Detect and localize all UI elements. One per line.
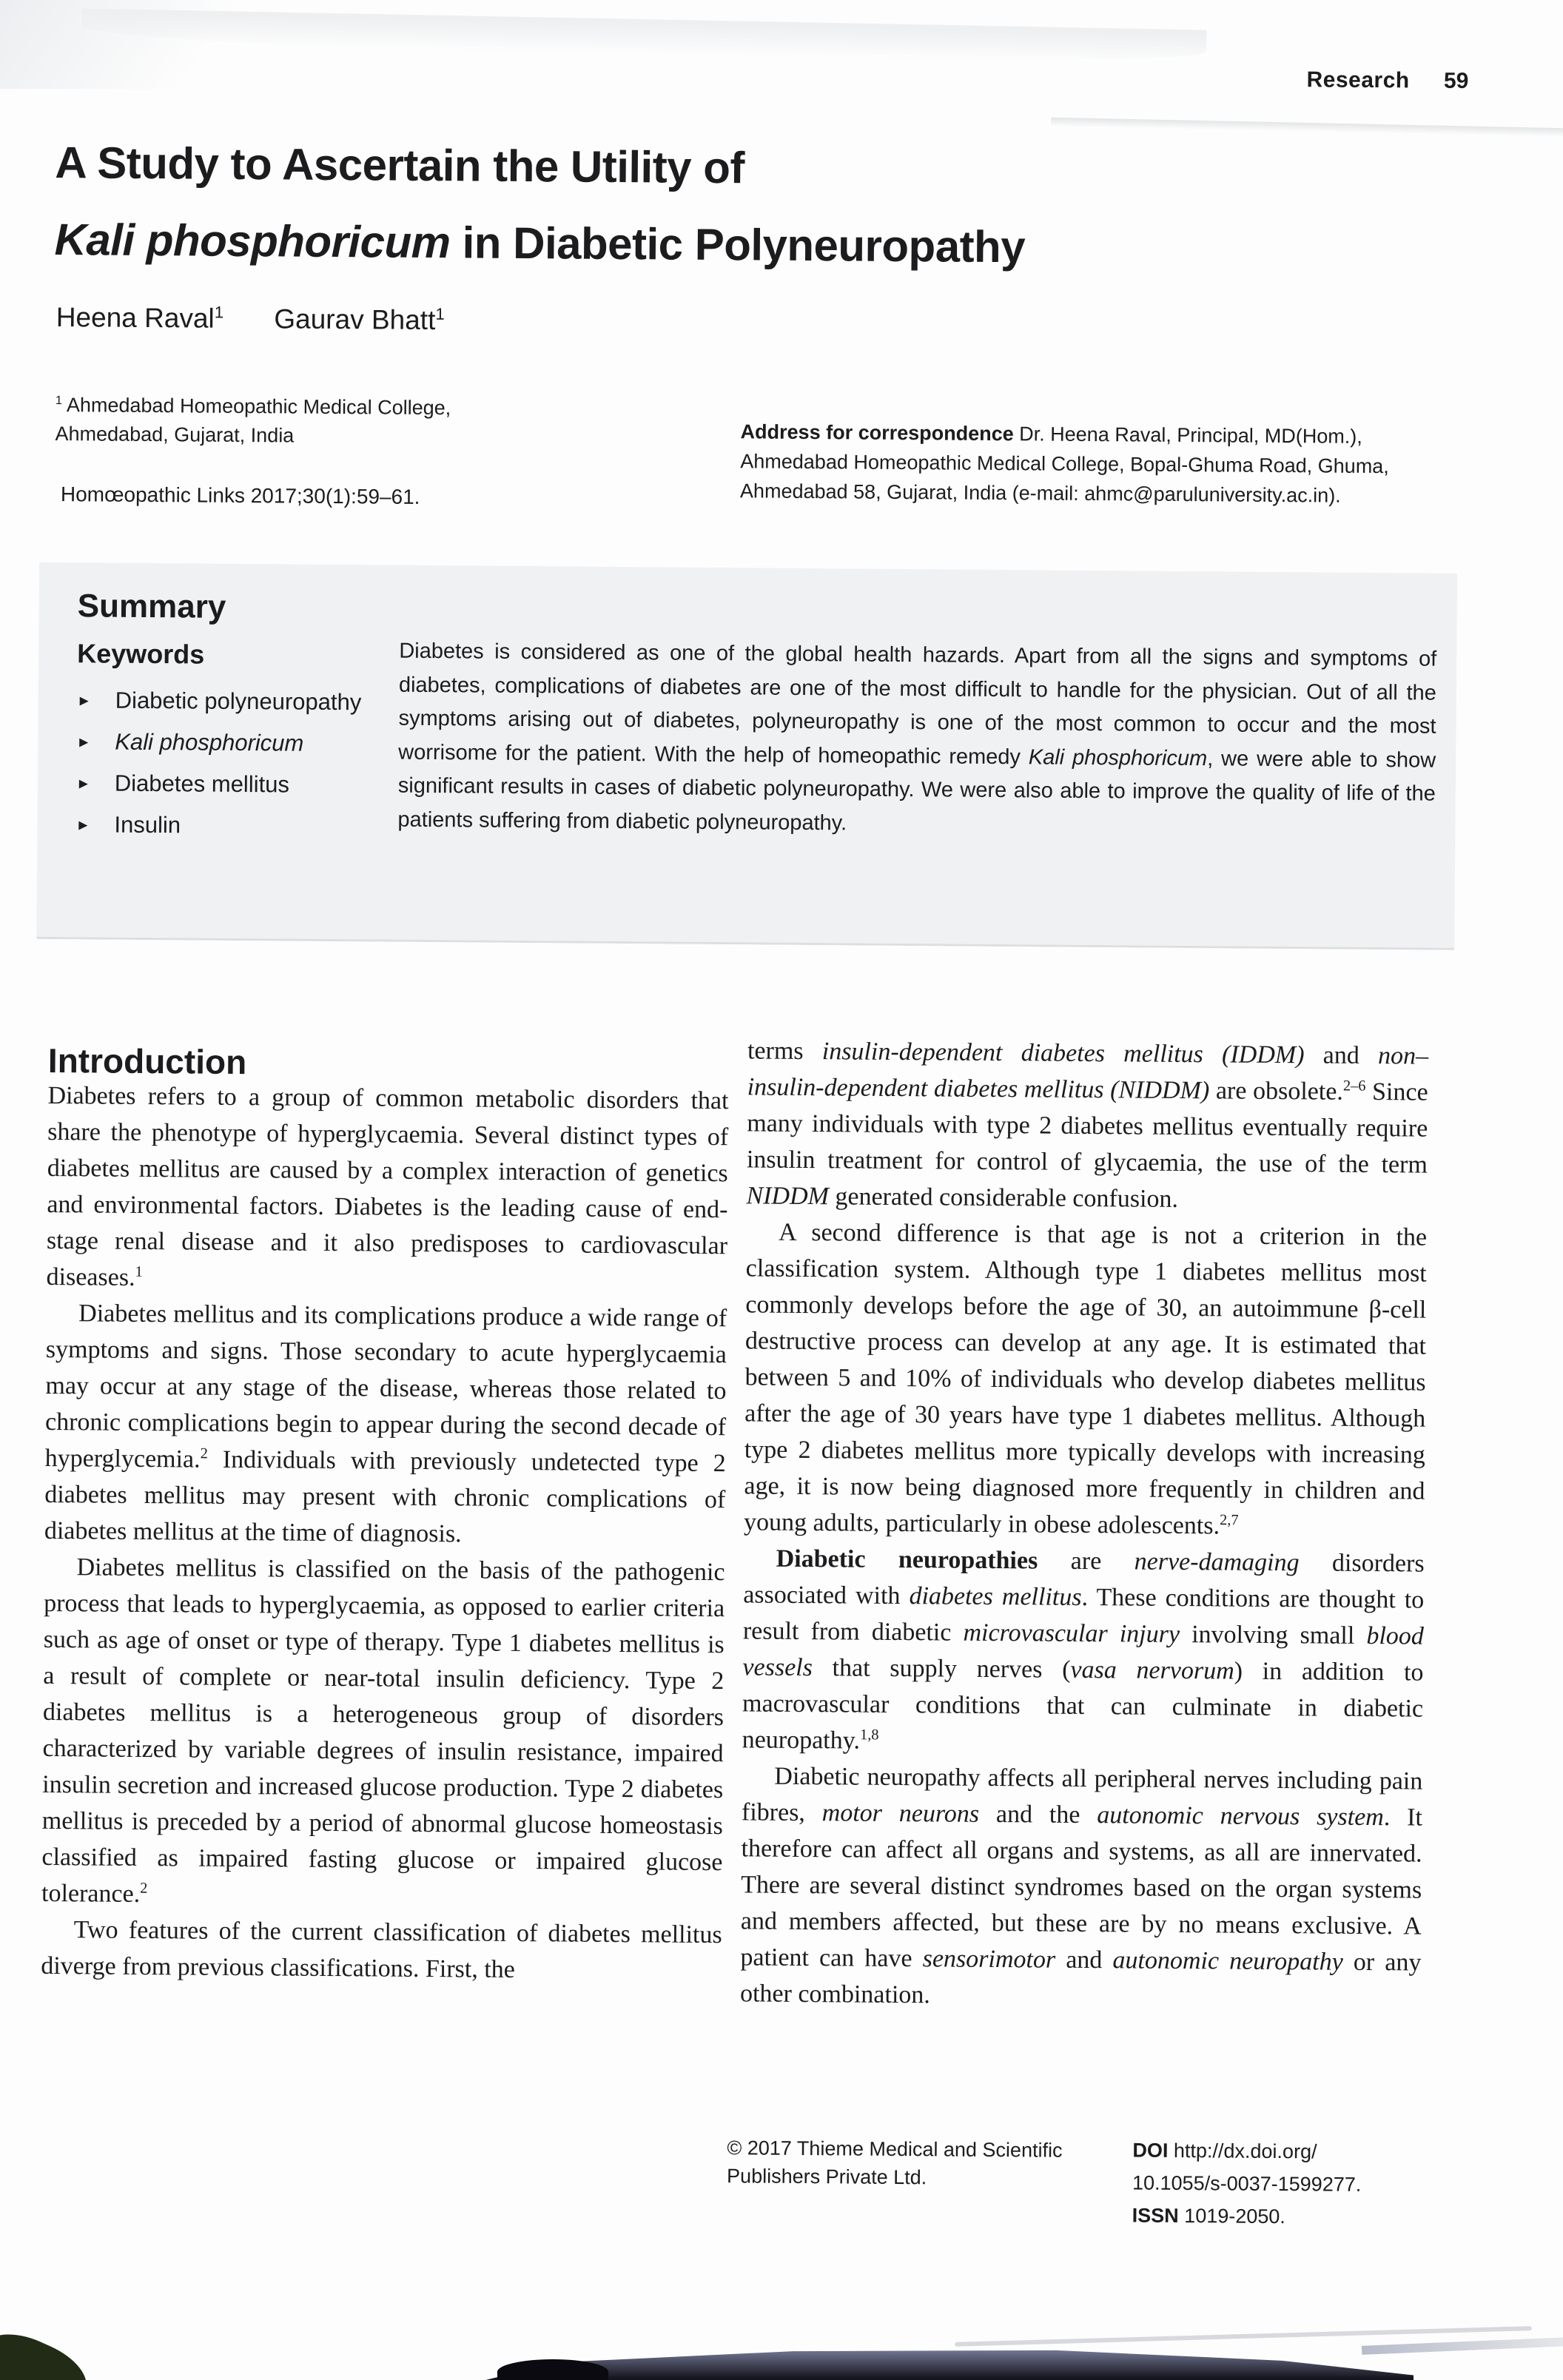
arrow-bullet-icon: ► [75, 776, 91, 793]
paragraph: Two features of the current classification of diabetes mellitus diverge from previous classifications. First, the [41, 1916, 722, 1983]
page-number: 59 [1443, 68, 1469, 93]
keywords-list [75, 679, 388, 847]
paragraph: Diabetes mellitus is classified on the basis of the pathogenic process that leads to hyperglycaemia, as opposed to earlier criteria such as age of onset or type of therapy. Type 1 diabetes mellitus is a result of complete or near-total insulin deficiency. Type 2 diabetes mellitus is a heterogeneous group of disorders characterized by variable degrees of insulin resistance, impaired insulin secretion and increased glucose production. Type 2 diabetes mellitus is preceded by a period of abnormal glucose homeostasis classified as impaired fasting glucose or impaired glucose tolerance.$^2$ [41, 1553, 725, 1908]
correspondence-block: Address for correspondence Dr. Heena Raval, Principal, MD(Hom.), Ahmedabad Homeopathic Medical College, Bopal-Ghuma Road, Ghuma, Ahmedabad 58, Gujarat, India (e-mail: ahmc@paruluniversity.ac.in). [739, 420, 1389, 507]
author-name: Gaurav Bhatt$^1$ [274, 303, 445, 336]
arrow-bullet-icon: ► [76, 693, 92, 710]
arrow-bullet-icon: ► [76, 734, 92, 751]
paragraph: terms insulin-dependent diabetes mellitus (IDDM) and non–insulin-dependent diabetes mellitus (NIDDM) are obsolete.$^{2-6}$ Since many individuals with type 2 diabetes mellitus eventually require insulin treatment for control of glycaemia, the use of the term NIDDM generated considerable confusion. [746, 1037, 1429, 1213]
keyword-label: Diabetes mellitus [114, 770, 290, 798]
intro-right-column [740, 1032, 1428, 2017]
scan-artifact-dark-blob [497, 2359, 608, 2380]
paragraph: Diabetic neuropathies are nerve-damaging disorders associated with diabetes mellitus. These conditions are thought to result from diabetic microvascular injury involving small blood vessels that supply nerves (vasa nervorum) in addition to macrovascular conditions that can culminate in diabetic neuropathy.$^{1,8}$ [742, 1544, 1425, 1755]
paragraph: Diabetes mellitus and its complications produce a wide range of symptoms and signs. Those secondary to acute hyperglycaemia may occur at any stage of the disease, whereas those related to chronic complications begin to appear during the second decade of hyperglycemia.$^2$ Individuals with previously undetected type 2 diabetes mellitus may present with chronic complications of diabetes mellitus at the time of diagnosis. [44, 1300, 727, 1548]
article-title-line2: Kali phosphoricum in Diabetic Polyneuropathy [54, 215, 1026, 272]
paragraph: Diabetes refers to a group of common metabolic disorders that share the phenotype of hyperglycaemia. Several distinct types of diabetes mellitus are caused by a complex interaction of genetics and environmental factors. Diabetes is the leading cause of end-stage renal disease and it also predisposes to cardiovascular diseases.$^1$ [46, 1081, 729, 1291]
keyword-label: Diabetic polyneuropathy [115, 687, 362, 716]
author-name: Heena Raval$^1$ [56, 302, 224, 334]
keyword-item [76, 721, 387, 764]
article-title-line1: A Study to Ascertain the Utility of [55, 138, 745, 193]
paragraph: A second difference is that age is not a criterion in the classification system. Although type 1 diabetes mellitus most commonly develops before the age of 30, an autoimmune β-cell destructive process can develop at any age. It is estimated that between 5 and 10% of individuals who develop diabetes mellitus after the age of 30 years have type 1 diabetes mellitus. Although type 2 diabetes mellitus more typically develops with increasing age, it is now being diagnosed more frequently in children and young adults, particularly in obese adolescents.$^{2,7}$ [743, 1218, 1428, 1540]
keyword-item [75, 804, 386, 847]
doi-line: DOI http://dx.doi.org/ [1132, 2139, 1317, 2163]
copyright-notice: © 2017 Thieme Medical and Scientific Publishers Private Ltd. [726, 2137, 1063, 2189]
summary-heading: Summary [77, 588, 226, 625]
introduction-heading: Introduction [47, 1041, 247, 1082]
keywords-heading: Keywords [77, 638, 205, 670]
issn-line: ISSN 1019-2050. [1132, 2204, 1285, 2228]
arrow-bullet-icon: ► [75, 817, 91, 834]
running-head [1306, 67, 1468, 94]
doi-block [1132, 2134, 1459, 2234]
paragraph: Diabetic neuropathy affects all peripheral nerves including pain fibres, motor neurons and the autonomic nervous system. It therefore can affect all organs and systems, as all are innervated. There are several distinct syndromes based on the organ systems and members affected, but these are by no means exclusive. A patient can have sensorimotor and autonomic neuropathy or any other combination. [739, 1762, 1423, 2009]
keyword-item [77, 679, 388, 723]
journal-citation: Homœopathic Links 2017;30(1):59–61. [60, 483, 420, 508]
section-label: Research [1306, 67, 1410, 93]
keyword-label: Insulin [114, 811, 181, 838]
summary-abstract: Diabetes is considered as one of the global health hazards. Apart from all the signs and symptoms of diabetes, complications of diabetes are one of the most difficult to handle for the physician. Out of all the symptoms arising out of diabetes, polyneuropathy is one of the most common to occur and the most worrisome for the patient. With the help of homeopathic remedy Kali phosphoricum, we were able to show significant results in cases of diabetic polyneuropathy. We were also able to improve the quality of life of the patients suffering from diabetic polyneuropathy. [397, 639, 1437, 835]
doi-line: 10.1055/s-0037-1599277. [1132, 2171, 1362, 2196]
keyword-item [76, 762, 387, 806]
summary-box [36, 562, 1457, 950]
keyword-label: Kali phosphoricum [115, 728, 304, 756]
affiliation: $^1$ Ahmedabad Homeopathic Medical College, Ahmedabad, Gujarat, India [55, 394, 451, 447]
article-title [54, 124, 1026, 286]
intro-left-column [41, 1078, 729, 1989]
authors-line [56, 302, 488, 337]
